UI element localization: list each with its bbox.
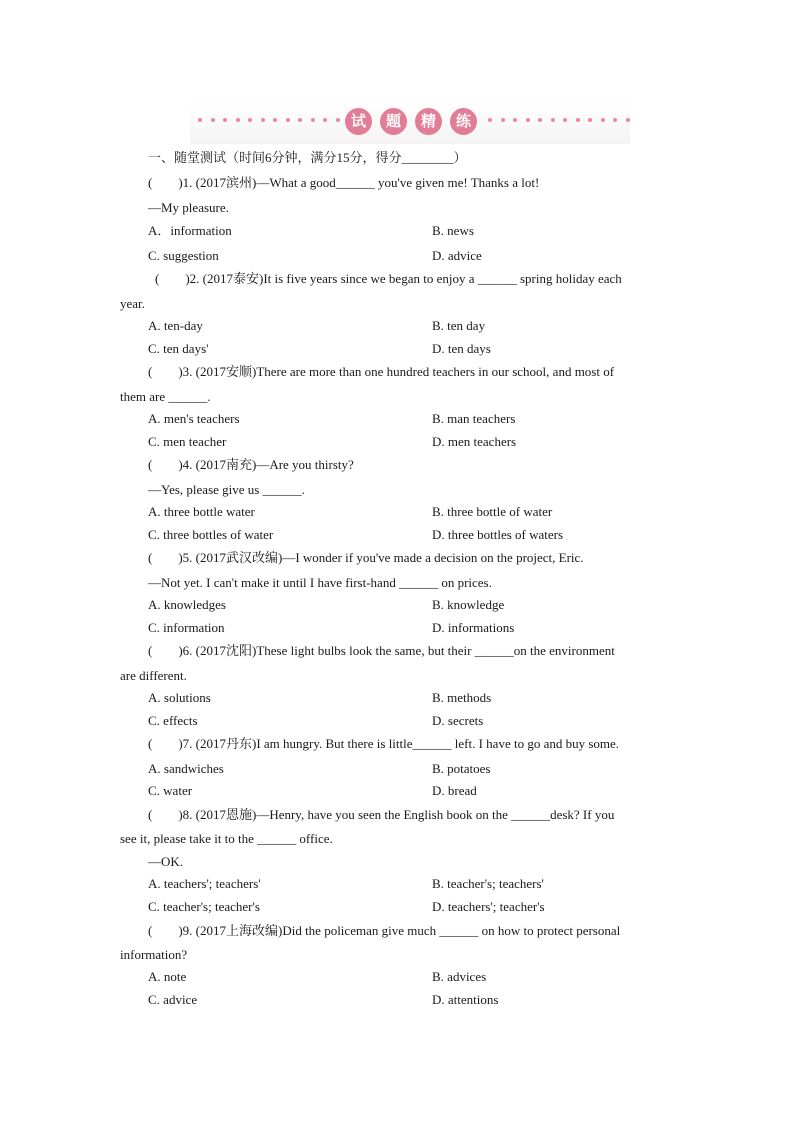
- option-a[interactable]: A. three bottle water: [148, 504, 255, 519]
- question-8-stem-cont: see it, please take it to the ______ office.: [120, 831, 333, 846]
- banner-dots-right: [488, 118, 630, 126]
- option-c[interactable]: C. men teacher: [148, 434, 227, 449]
- question-8-reply: —OK.: [148, 854, 184, 869]
- question-3-stem-cont: them are ______.: [120, 389, 211, 404]
- option-b[interactable]: B. news: [432, 223, 474, 238]
- banner-dots-left: [198, 118, 340, 126]
- option-b[interactable]: B. teacher's; teachers': [432, 876, 544, 891]
- banner-char: 试: [345, 108, 372, 135]
- option-b[interactable]: B. potatoes: [432, 761, 491, 776]
- option-d[interactable]: D. teachers'; teacher's: [432, 899, 545, 914]
- option-d[interactable]: D. attentions: [432, 992, 499, 1007]
- option-c[interactable]: C. three bottles of water: [148, 527, 274, 542]
- question-5-reply: —Not yet. I can't make it until I have first-hand ______ on prices.: [148, 575, 492, 590]
- banner-title: [345, 108, 477, 135]
- question-3-stem: ( )3. (2017安顺)There are more than one hundred teachers in our school, and most of: [148, 364, 615, 379]
- question-2-stem: ( )2. (2017泰安)It is five years since we began to enjoy a ______ spring holiday each: [155, 271, 622, 286]
- option-a[interactable]: A. knowledges: [148, 597, 226, 612]
- option-c[interactable]: C. effects: [148, 713, 198, 728]
- option-d[interactable]: D. three bottles of waters: [432, 527, 564, 542]
- option-c[interactable]: C. water: [148, 783, 193, 798]
- option-a[interactable]: A. men's teachers: [148, 411, 240, 426]
- section-heading: 一、随堂测试（时间6分钟，满分15分，得分________）: [148, 150, 467, 165]
- option-b[interactable]: B. ten day: [432, 318, 486, 333]
- option-a[interactable]: A．information: [148, 223, 232, 238]
- question-7-stem: ( )7. (2017丹东)I am hungry. But there is little______ left. I have to go and buy some.: [148, 736, 620, 751]
- option-d[interactable]: D. secrets: [432, 713, 484, 728]
- option-d[interactable]: D. informations: [432, 620, 515, 635]
- option-d[interactable]: D. ten days: [432, 341, 491, 356]
- question-2-stem-cont: year.: [120, 296, 145, 311]
- option-b[interactable]: B. man teachers: [432, 411, 516, 426]
- question-5-stem: ( )5. (2017武汉改编)—I wonder if you've made a decision on the project, Eric.: [148, 550, 584, 565]
- option-a[interactable]: A. ten-day: [148, 318, 203, 333]
- banner-char: 题: [380, 108, 407, 135]
- option-c[interactable]: C. information: [148, 620, 225, 635]
- question-4-stem: ( )4. (2017南充)—Are you thirsty?: [148, 457, 354, 472]
- question-1-stem: ( )1. (2017滨州)—What a good______ you've given me! Thanks a lot!: [148, 175, 540, 190]
- option-a[interactable]: A. solutions: [148, 690, 211, 705]
- question-1-reply: —My pleasure.: [148, 200, 229, 215]
- option-c[interactable]: C. ten days': [148, 341, 209, 356]
- option-c[interactable]: C. advice: [148, 992, 198, 1007]
- question-4-reply: —Yes, please give us ______.: [148, 482, 305, 497]
- question-9-stem: ( )9. (2017上海改编)Did the policeman give much ______ on how to protect personal: [148, 923, 621, 938]
- option-d[interactable]: D. men teachers: [432, 434, 517, 449]
- option-d[interactable]: D. bread: [432, 783, 477, 798]
- option-c[interactable]: C. teacher's; teacher's: [148, 899, 260, 914]
- question-9-stem-cont: information?: [120, 947, 188, 962]
- option-c[interactable]: C. suggestion: [148, 248, 219, 263]
- section-banner: [190, 100, 630, 144]
- question-6-stem: ( )6. (2017沈阳)These light bulbs look the same, but their ______on the environment: [148, 643, 615, 658]
- banner-char: 练: [450, 108, 477, 135]
- question-8-stem: ( )8. (2017恩施)—Henry, have you seen the English book on the ______desk? If you: [148, 807, 615, 822]
- option-d[interactable]: D. advice: [432, 248, 482, 263]
- option-a[interactable]: A. sandwiches: [148, 761, 224, 776]
- banner-char: 精: [415, 108, 442, 135]
- option-b[interactable]: B. advices: [432, 969, 487, 984]
- option-b[interactable]: B. methods: [432, 690, 492, 705]
- option-a[interactable]: A. teachers'; teachers': [148, 876, 261, 891]
- question-6-stem-cont: are different.: [120, 668, 187, 683]
- option-b[interactable]: B. three bottle of water: [432, 504, 553, 519]
- option-b[interactable]: B. knowledge: [432, 597, 505, 612]
- option-a[interactable]: A. note: [148, 969, 187, 984]
